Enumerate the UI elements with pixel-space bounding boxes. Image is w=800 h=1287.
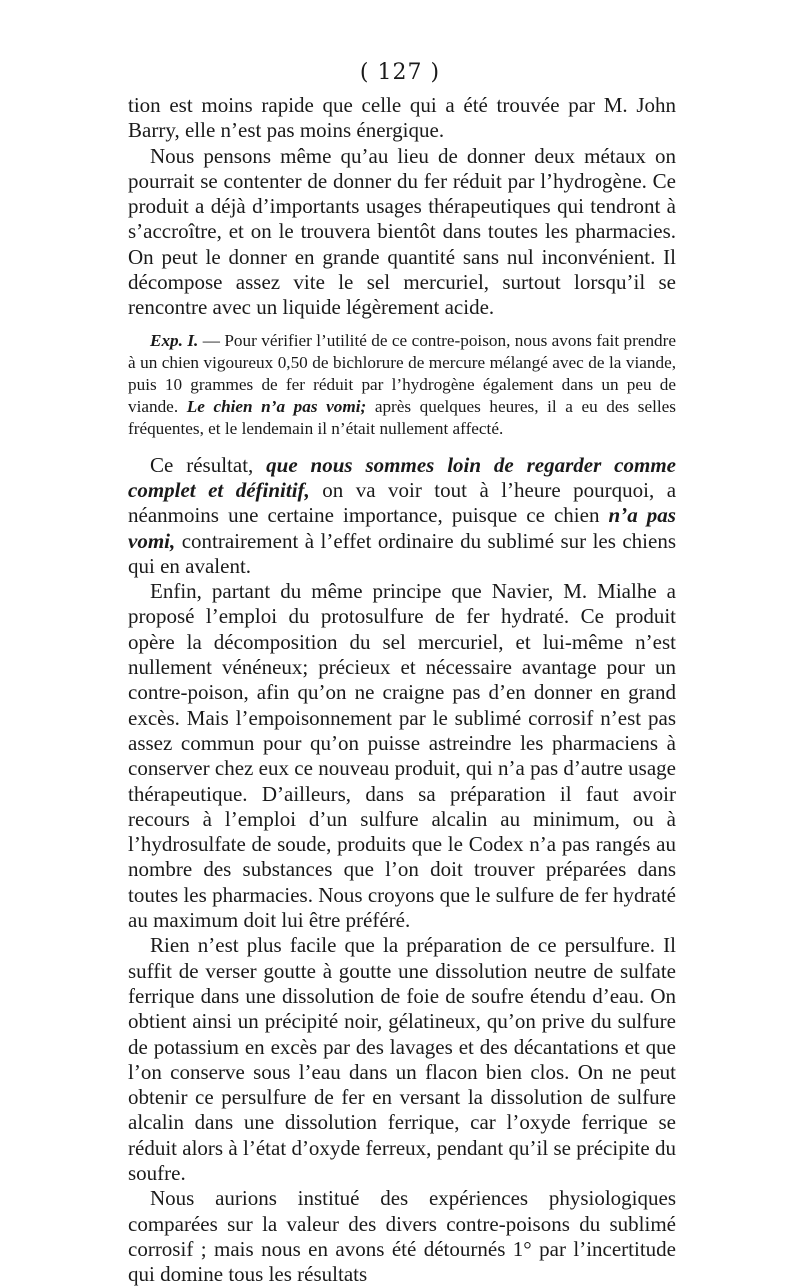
paragraph-reduced-iron: Nous pensons même qu’au lieu de donner deux métaux on pourrait se contenter de donner du fer réduit par l’hydrogène. Ce produit a déjà d’importants usages thérapeutiques qui tendront à s’accroître, et on le trouvera bientôt dans toutes les pharmacies. On peut le donner en grande quantité sans nul inconvénient. Il décompose assez vite le sel mercuriel, surtout lorsqu’il se rencontre avec un liquide légèrement acide.	[128, 143, 676, 320]
result-text-a: Ce résultat,	[150, 452, 267, 477]
page-body	[128, 93, 676, 1287]
result-italic-d: n’a pas vomi,	[128, 503, 676, 553]
result-italic-b: que nous sommes loin de regarder comme complet et définitif,	[128, 452, 676, 502]
experiment-note	[128, 330, 676, 441]
paragraph-experiences: Nous aurions institué des expériences physiologiques comparées sur la valeur des divers contre-poisons du sublimé corrosif ; mais nous en avons été détournés 1° par l’incertitude qui domine tous les résultats	[128, 1186, 676, 1287]
experiment-text-2: après quelques heures, il a eu des selles fréquentes, et le lendemain il n’était nullement affecté.	[128, 397, 676, 439]
paragraph-persulfure: Rien n’est plus facile que la préparation de ce persulfure. Il suffit de verser goutte à goutte une dissolution neutre de sulfate ferrique dans une dissolution de foie de soufre étendu d’eau. On obtient ainsi un précipité noir, gélatineux, qu’on prive du sulfure de potassium en excès par des lavages et des décantations et que l’on conserve sous l’eau dans un flacon bien clos. On ne peut obtenir ce persulfure de fer en versant la dissolution de sulfure alcalin dans une dissolution ferrique, car l’oxyde ferrique se réduit alors à l’état d’oxyde ferreux, pendant qu’il se précipite du soufre.	[128, 933, 676, 1185]
experiment-heading: Exp. I.	[150, 330, 199, 350]
result-text-c: on va voir tout à l’heure pourquoi, a néanmoins une certaine importance, puisque ce chien	[128, 477, 677, 528]
paragraph-continuation: tion est moins rapide que celle qui a été trouvée par M. John Barry, elle n’est pas moins énergique.	[128, 93, 676, 143]
paragraph-result	[128, 453, 676, 579]
experiment-text-1: — Pour vérifier l’utilité de ce contre-poison, nous avons fait prendre à un chien vigoureux 0,50 de bichlorure de mercure mélangé avec de la viande, puis 10 grammes de fer réduit par l’hydrogène également dans un peu de viande.	[128, 330, 676, 417]
experiment-italic: Le chien n’a pas vomi;	[186, 397, 367, 417]
paragraph-protosulfure: Enfin, partant du même principe que Navier, M. Mialhe a proposé l’emploi du protosulfure de fer hydraté. Ce produit opère la décomposition du sel mercuriel, et lui-même n’est nullement vénéneux; précieux et nécessaire avantage pour un contre-poison, afin qu’on ne craigne pas d’en donner en grand excès. Mais l’empoisonnement par le sublimé corrosif n’est pas assez commun pour qu’on puisse astreindre les pharmaciens à conserver chez eux ce nouveau produit, qui n’a pas d’autre usage thérapeutique. D’ailleurs, dans sa préparation il faut avoir recours à l’emploi d’un sulfure alcalin au minimum, ou à l’hydrosulfate de soude, produits que le Codex n’a pas rangés au nombre des substances que l’on doit trouver préparées dans toutes les pharmacies. Nous croyons que le sulfure de fer hydraté au maximum doit lui être préféré.	[128, 579, 676, 933]
result-text-e: contrairement à l’effet ordinaire du sublimé sur les chiens qui en avalent.	[128, 528, 676, 578]
page-number: ( 127 )	[359, 60, 441, 85]
